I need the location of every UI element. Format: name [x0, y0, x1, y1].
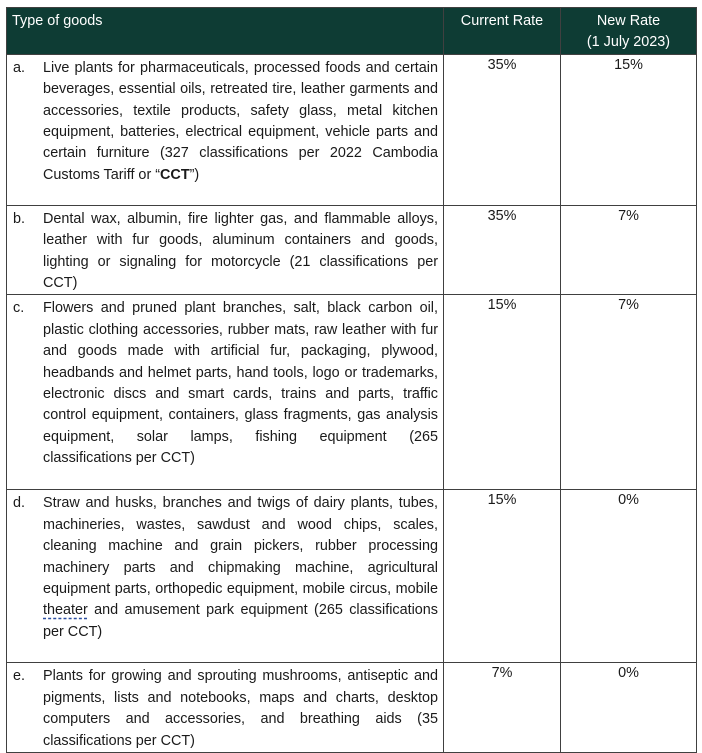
tariff-rate-table — [6, 7, 697, 753]
current-rate-cell: 35% — [444, 205, 561, 295]
item-letter: a. — [13, 59, 26, 76]
new-rate-cell: 7% — [561, 295, 697, 490]
goods-description — [43, 58, 438, 186]
table-header-row — [7, 8, 697, 55]
header-new-rate — [561, 8, 697, 55]
goods-description: Plants for growing and sprouting mushrooms, antiseptic and pigments, lists and notebooks, maps and charts, desktop computers and accessories, and breathing aids (35 classifications per CCT) — [43, 668, 438, 749]
header-new-rate-date: (1 July 2023) — [586, 34, 671, 51]
goods-description-text-end: and amusement park equipment (265 classifications per CCT) — [43, 602, 438, 640]
new-rate-cell: 0% — [561, 490, 697, 663]
goods-description-text: Live plants for pharmaceuticals, processed foods and certain beverages, essential oils, retreated tire, leather garments and accessories, textile products, safety glass, metal kitchen equipment, batteries, electrical equipment, vehicle parts and certain furniture (327 classifications per 2022 Cambodia Customs Tariff or “ — [43, 59, 438, 183]
goods-type-cell — [7, 490, 444, 663]
header-type-of-goods: Type of goods — [7, 8, 444, 55]
current-rate-cell: 15% — [444, 295, 561, 490]
table-row — [7, 205, 697, 295]
table-row — [7, 490, 697, 663]
goods-type-cell — [7, 295, 444, 490]
table-row — [7, 54, 697, 205]
item-letter: d. — [13, 495, 26, 512]
new-rate-cell: 15% — [561, 54, 697, 205]
goods-description-text-end: ”) — [189, 166, 200, 183]
header-current-rate: Current Rate — [444, 8, 561, 55]
goods-type-cell — [7, 54, 444, 205]
goods-description: Flowers and pruned plant branches, salt, black carbon oil, plastic clothing accessories, rubber mats, raw leather with fur and goods made with artificial fur, packaging, plywood, headbands and helmet parts, hand tools, logo or trademarks, electronic discs and smart cards, trains and parts, traffic control equipment, containers, glass fragments, gas analysis equipment, solar lamps, fishing equipment (265 classifications per CCT) — [43, 300, 438, 467]
spellcheck-flagged-word: theater — [43, 602, 88, 619]
current-rate-cell: 35% — [444, 54, 561, 205]
item-letter: c. — [13, 300, 25, 317]
item-letter: e. — [13, 668, 26, 685]
table-row — [7, 295, 697, 490]
header-new-rate-label: New Rate — [596, 13, 661, 29]
current-rate-cell: 15% — [444, 490, 561, 663]
new-rate-cell: 0% — [561, 663, 697, 753]
goods-description-bold-term: CCT — [160, 166, 190, 183]
new-rate-cell: 7% — [561, 205, 697, 295]
goods-description-text: Straw and husks, branches and twigs of dairy plants, tubes, machineries, wastes, sawdust and wood chips, scales, cleaning machine and grain pickers, rubber processing machinery parts and chipmaking machine, agricultural equipment parts, orthopedic equipment, mobile circus, mobile — [43, 495, 438, 598]
goods-type-cell — [7, 663, 444, 753]
item-letter: b. — [13, 210, 26, 227]
current-rate-cell: 7% — [444, 663, 561, 753]
table-row — [7, 663, 697, 753]
goods-type-cell — [7, 205, 444, 295]
goods-description: Dental wax, albumin, fire lighter gas, and flammable alloys, leather with fur goods, aluminum containers and goods, lighting or signaling for motorcycle (21 classifications per CCT) — [43, 210, 438, 292]
goods-description — [43, 493, 438, 643]
